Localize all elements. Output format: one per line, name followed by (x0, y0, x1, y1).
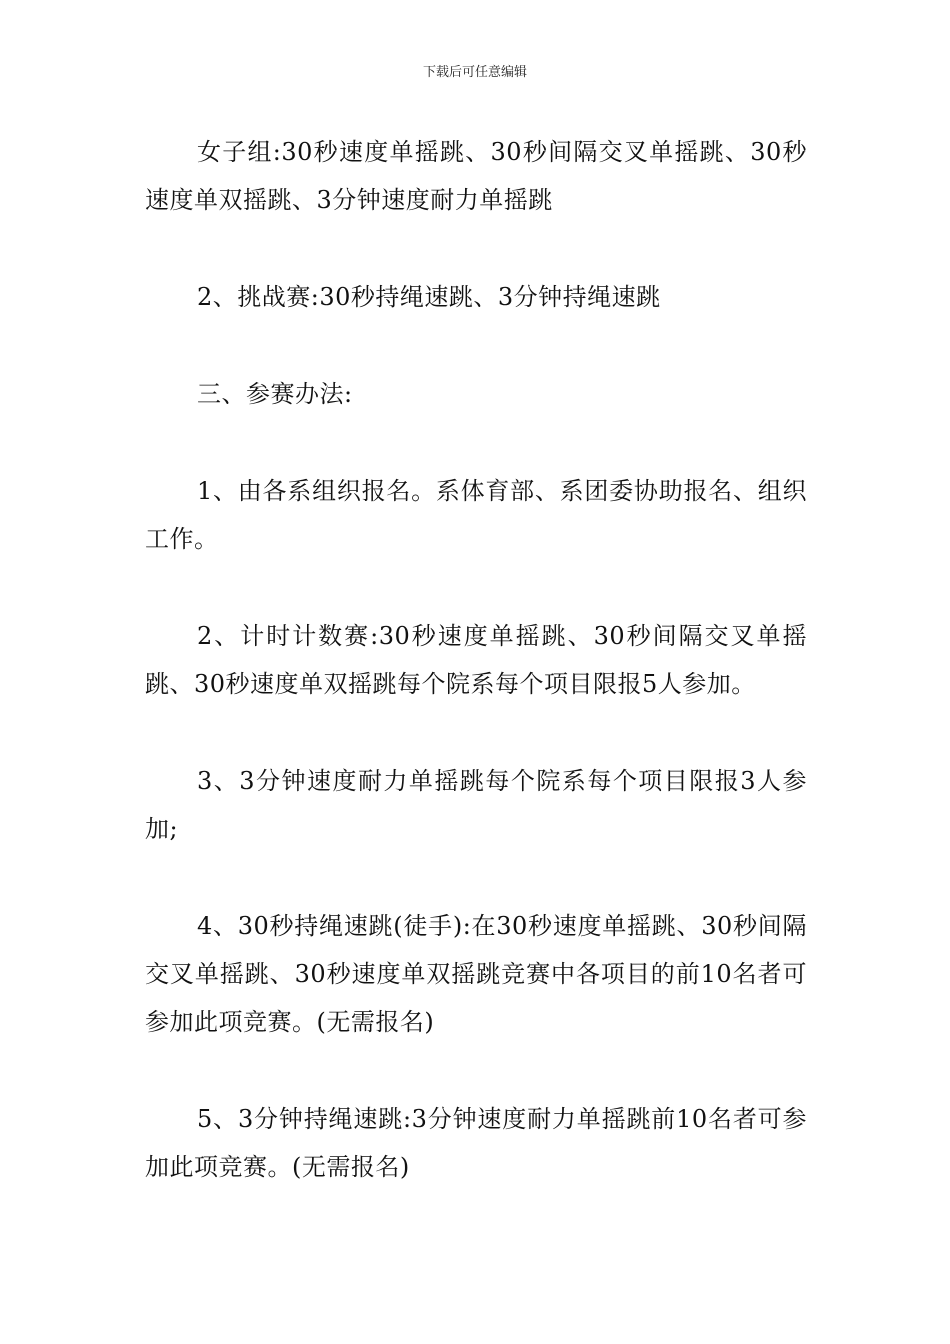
paragraph-women-group-events: 女子组:30秒速度单摇跳、30秒间隔交叉单摇跳、30秒速度单双摇跳、3分钟速度耐力单摇跳 (145, 138, 807, 214)
paragraph-rule-1: 1、由各系组织报名。系体育部、系团委协助报名、组织工作。 (145, 477, 807, 553)
paragraph-rule-3: 3、3分钟速度耐力单摇跳每个院系每个项目限报3人参加; (145, 767, 807, 843)
document-body (145, 128, 807, 1240)
section-heading-participation-rules: 三、参赛办法: (197, 380, 353, 408)
page-header: 下载后可任意编辑 (422, 65, 527, 80)
paragraph-rule-5: 5、3分钟持绳速跳:3分钟速度耐力单摇跳前10名者可参加此项竞赛。(无需报名) (145, 1105, 807, 1181)
paragraph-challenge-events: 2、挑战赛:30秒持绳速跳、3分钟持绳速跳 (197, 283, 661, 311)
paragraph-rule-2: 2、计时计数赛:30秒速度单摇跳、30秒间隔交叉单摇跳、30秒速度单双摇跳每个院系每个项目限报5人参加。 (145, 622, 807, 698)
paragraph-rule-4: 4、30秒持绳速跳(徒手):在30秒速度单摇跳、30秒间隔交叉单摇跳、30秒速度单双摇跳竞赛中各项目的前10名者可参加此项竞赛。(无需报名) (145, 912, 807, 1036)
